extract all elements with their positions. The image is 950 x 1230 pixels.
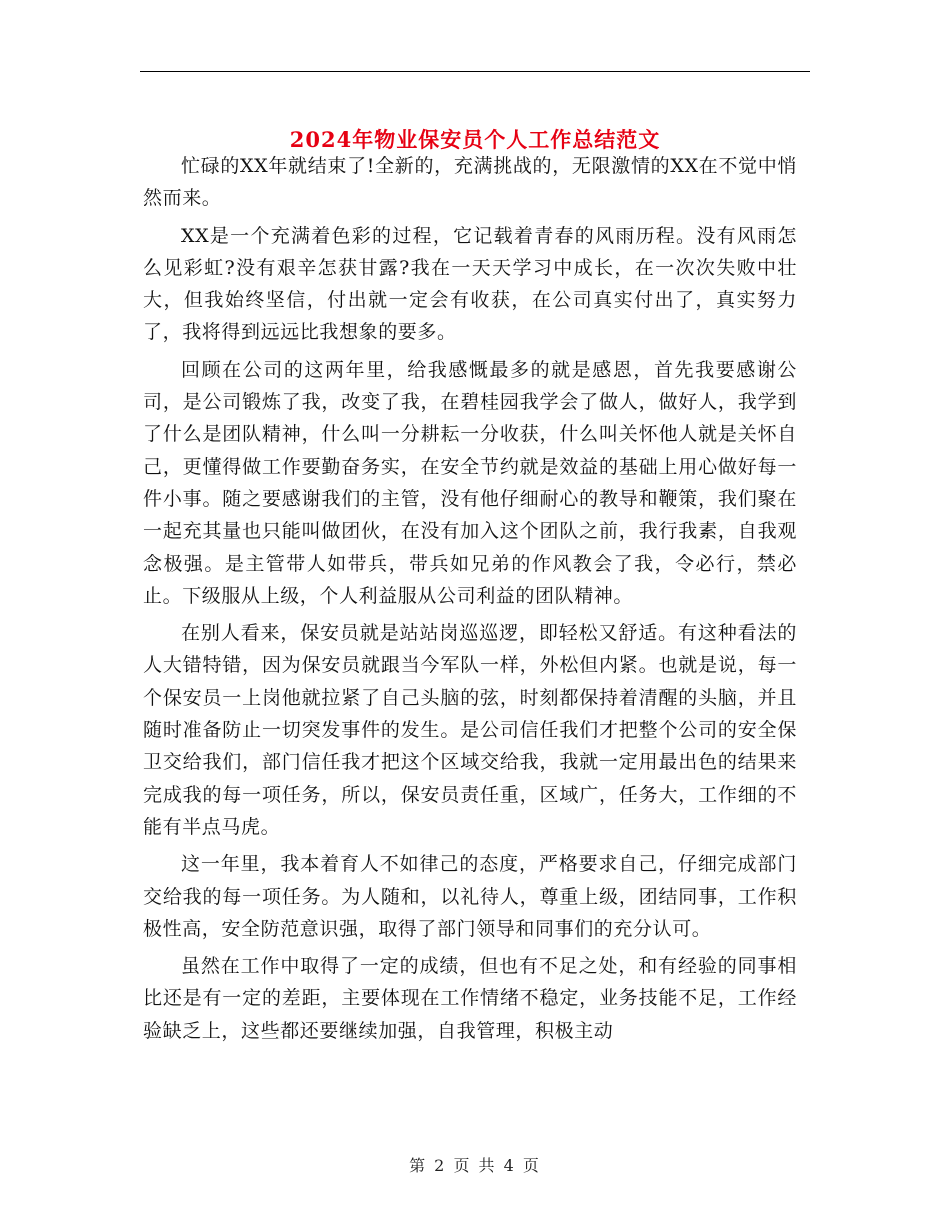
paragraph-1: 忙碌的XX年就结束了!全新的，充满挑战的，无限激情的XX在不觉中悄然而来。: [143, 155, 797, 210]
paragraph-3: 回顾在公司的这两年里，给我感慨最多的就是感恩，首先我要感谢公司，是公司锻炼了我，改变了我，在碧桂园我学会了做人，做好人，我学到了什么是团队精神，什么叫一分耕耘一分收获，什么叫关怀他人就是关怀自己，更懂得做工作要勤奋务实，在安全节约就是效益的基础上用心做好每一件小事。随之要感谢我们的主管，没有他仔细耐心的教导和鞭策，我们聚在一起充其量也只能叫做团伙，在没有加入这个团队之前，我行我素，自我观念极强。是主管带人如带兵，带兵如兄弟的作风教会了我，令必行，禁必止。下级服从上级，个人利益服从公司利益的团队精神。: [143, 358, 797, 607]
paragraph-4: 在别人看来，保安员就是站站岗巡巡逻，即轻松又舒适。有这种看法的人大错特错，因为保安员就跟当今军队一样，外松但内紧。也就是说，每一个保安员一上岗他就拉紧了自己头脑的弦，时刻都保持着清醒的头脑，并且随时准备防止一切突发事件的发生。是公司信任我们才把整个公司的安全保卫交给我们，部门信任我才把这个区域交给我，我就一定用最出色的结果来完成我的每一项任务，所以，保安员责任重，区域广，任务大，工作细的不能有半点马虎。: [143, 622, 797, 838]
document-title: 2024年物业保安员个人工作总结范文: [289, 127, 661, 153]
paragraph-6: 虽然在工作中取得了一定的成绩，但也有不足之处，和有经验的同事相比还是有一定的差距，主要体现在工作情绪不稳定，业务技能不足，工作经验缺乏上，这些都还要继续加强，自我管理，积极主动: [143, 955, 797, 1042]
document-body: [143, 150, 797, 1052]
paragraph-2: XX是一个充满着色彩的过程，它记载着青春的风雨历程。没有风雨怎么见彩虹?没有艰辛怎获甘露?我在一天天学习中成长，在一次次失败中壮大，但我始终坚信，付出就一定会有收获，在公司真实付出了，真实努力了，我将得到远远比我想象的要多。: [143, 224, 797, 344]
page-number: 第 2 页 共 4 页: [409, 1156, 541, 1175]
paragraph-5: 这一年里，我本着育人不如律己的态度，严格要求自己，仔细完成部门交给我的每一项任务。为人随和，以礼待人，尊重上级，团结同事，工作积极性高，安全防范意识强，取得了部门领导和同事们的充分认可。: [143, 853, 797, 940]
header-rule: [140, 71, 810, 72]
